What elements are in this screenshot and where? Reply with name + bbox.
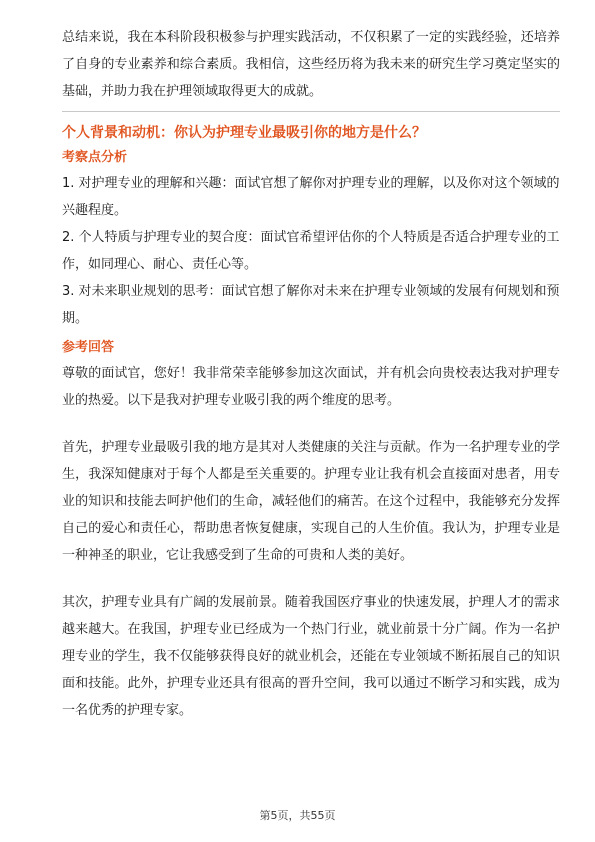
section-divider: [62, 111, 560, 112]
interview-question: 个人背景和动机：你认为护理专业最吸引你的地方是什么？: [62, 125, 426, 141]
analysis-heading: 考察点分析: [62, 150, 128, 165]
analysis-item-2: 2. 个人特质与护理专业的契合度：面试官希望评估你的个人特质是否适合护理专业的工作，如同理心、耐心、责任心等。: [62, 230, 560, 272]
spacer: [62, 414, 560, 434]
answer-heading: 参考回答: [62, 340, 115, 355]
summary-paragraph: 总结来说，我在本科阶段积极参与护理实践活动，不仅积累了一定的实践经验，还培养了自身的专业素养和综合素质。我相信，这些经历将为我未来的研究生学习奠定坚实的基础，并助力我在护理领域取得更大的成就。: [62, 30, 560, 99]
analysis-item-1: 1. 对护理专业的理解和兴趣：面试官想了解你对护理专业的理解，以及你对这个领域的兴趣程度。: [62, 176, 560, 218]
page-content: [62, 24, 560, 724]
spacer: [62, 569, 560, 589]
analysis-item-3: 3. 对未来职业规划的思考：面试官想了解你对未来在护理专业领域的发展有何规划和预期。: [62, 284, 560, 326]
answer-paragraph-1: 尊敬的面试官，您好！我非常荣幸能够参加这次面试，并有机会向贵校表达我对护理专业的热爱。以下是我对护理专业吸引我的两个维度的思考。: [62, 366, 560, 408]
answer-paragraph-3: 其次，护理专业具有广阔的发展前景。随着我国医疗事业的快速发展，护理人才的需求越来越大。在我国，护理专业已经成为一个热门行业，就业前景十分广阔。作为一名护理专业的学生，我不仅能够获得良好的就业机会，还能在专业领域不断拓展自己的知识面和技能。此外，护理专业还具有很高的晋升空间，我可以通过不断学习和实践，成为一名优秀的护理专家。: [62, 595, 560, 718]
answer-paragraph-2: 首先，护理专业最吸引我的地方是其对人类健康的关注与贡献。作为一名护理专业的学生，我深知健康对于每个人都是至关重要的。护理专业让我有机会直接面对患者，用专业的知识和技能去呵护他们的生命，减轻他们的痛苦。在这个过程中，我能够充分发挥自己的爱心和责任心，帮助患者恢复健康，实现自己的人生价值。我认为，护理专业是一种神圣的职业，它让我感受到了生命的可贵和人类的美好。: [62, 440, 560, 563]
page-number: 第5页，共55页: [259, 809, 336, 822]
